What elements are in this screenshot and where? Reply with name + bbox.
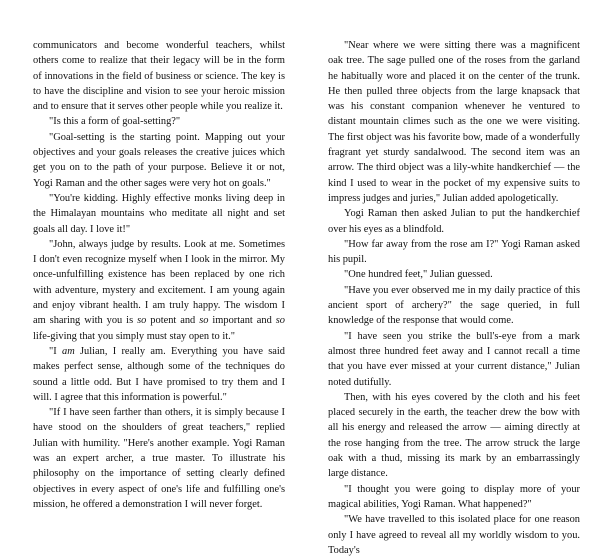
text-run: "I [49,345,62,357]
paragraph [328,283,580,329]
paragraph [33,344,285,405]
paragraph [33,191,285,237]
text-run: "One hundred feet," Julian guessed. [344,269,493,281]
text-run: "Is this a form of goal-setting?" [49,116,181,128]
paragraph [33,38,285,114]
text-run: Then, with his eyes covered by the cloth and his feet placed securely in the earth, the teacher drew the bow with all his energy and released the arrow — aiming directly at the rose hanging from the tree. The arrow struck the large oak with a thud, missing its mark by an embarrassingly large distance. [328,391,580,480]
text-run: "I thought you were going to display more of your magical abilities, Yogi Raman. What happened?" [328,483,580,510]
text-run: "I have seen you strike the bull's-eye from a mark almost three hundred feet away and I cannot recall a time that you have ever missed at your current distance," Julian noted dutifully. [328,330,580,388]
paragraph [33,130,285,191]
text-run: potent and [146,315,200,327]
text-run: "John, always judge by results. Look at me. Sometimes I don't even recognize myself when I look in the mirror. My once-unfulfilling existence has been replaced by one rich with adventure, mystery and excitement. I am young again and enjoy vibrant health. I am truly happy. The wisdom I am sharing with you is [33,238,285,327]
paragraph [33,405,285,512]
paragraph [328,267,580,282]
text-run: "Have you ever observed me in my daily practice of this ancient sport of archery?" the sage queried, in full knowledge of the response that would come. [328,284,580,327]
paragraph [328,329,580,390]
text-run: communicators and become wonderful teachers, whilst others come to realize that their legacy will be in the form of innovations in the field of business or science. The key is to have the discipline and vision to see your heroic mission and to ensure that it serves other people while you realize it. [33,40,285,113]
text-run: "How far away from the rose am I?" Yogi Raman asked his pupil. [328,238,580,266]
text-run: "If I have seen farther than others, it is simply because I have stood on the shoulders of great teachers," replied Julian with humility. "Here's another example. Yogi Raman was an expert archer, a true master. To illustrate his philosophy on the importance of setting clearly defined objectives in every aspect of one's life and fulfilling one's mission, he offered a demonstration I will never forget. [33,407,285,510]
text-run: Julian, I really am. Everything you have said makes perfect sense, although some of the techniques do sound a little odd. But I have promised to try them and I will. I agree that this information is powerful." [33,345,285,403]
paragraph [33,237,285,344]
text-run: "Near where we were sitting there was a magnificent oak tree. The sage pulled one of the roses from the garland he habitually wore and placed it on the center of the trunk. He then pulled three objects from the large knapsack that was his constant companion whenever he ventured to distant mountain climes such as the one we were visiting. The first object was his favorite bow, made of a wonderfully fragrant yet sturdy sandalwood. The second item was an arrow. The third object was a lily-white handkerchief — the kind I used to wear in the pocket of my expensive suits to impress judges and juries," Julian added apologetically. [328,40,580,204]
italic-text: so [199,315,209,327]
paragraph [328,390,580,482]
italic-text: so [275,315,285,327]
paragraph [328,482,580,513]
paragraph [33,114,285,129]
left-page [33,38,285,510]
text-run: life-giving that you simply must stay open to it." [33,330,235,342]
text-run: Yogi Raman then asked Julian to put the handkerchief over his eyes as a blindfold. [328,208,580,235]
italic-text: am [62,345,75,357]
italic-text: so [137,315,147,327]
paragraph [328,38,580,206]
text-run: "Goal-setting is the starting point. Mapping out your objectives and your goals releases the creative juices which get you on to the path of your purpose. Believe it or not, Yogi Raman and the other sages were very hot on goals." [33,131,285,189]
paragraph [328,512,580,558]
paragraph [328,206,580,237]
text-run: important and [208,315,276,327]
right-page [328,38,580,556]
paragraph [328,237,580,268]
text-run: "We have travelled to this isolated place for one reason only I have agreed to reveal all my worldly wisdom to you. Today's [328,514,580,556]
text-run: "You're kidding. Highly effective monks living deep in the Himalayan mountains who meditate all night and set goals all day. I love it!" [33,192,285,235]
